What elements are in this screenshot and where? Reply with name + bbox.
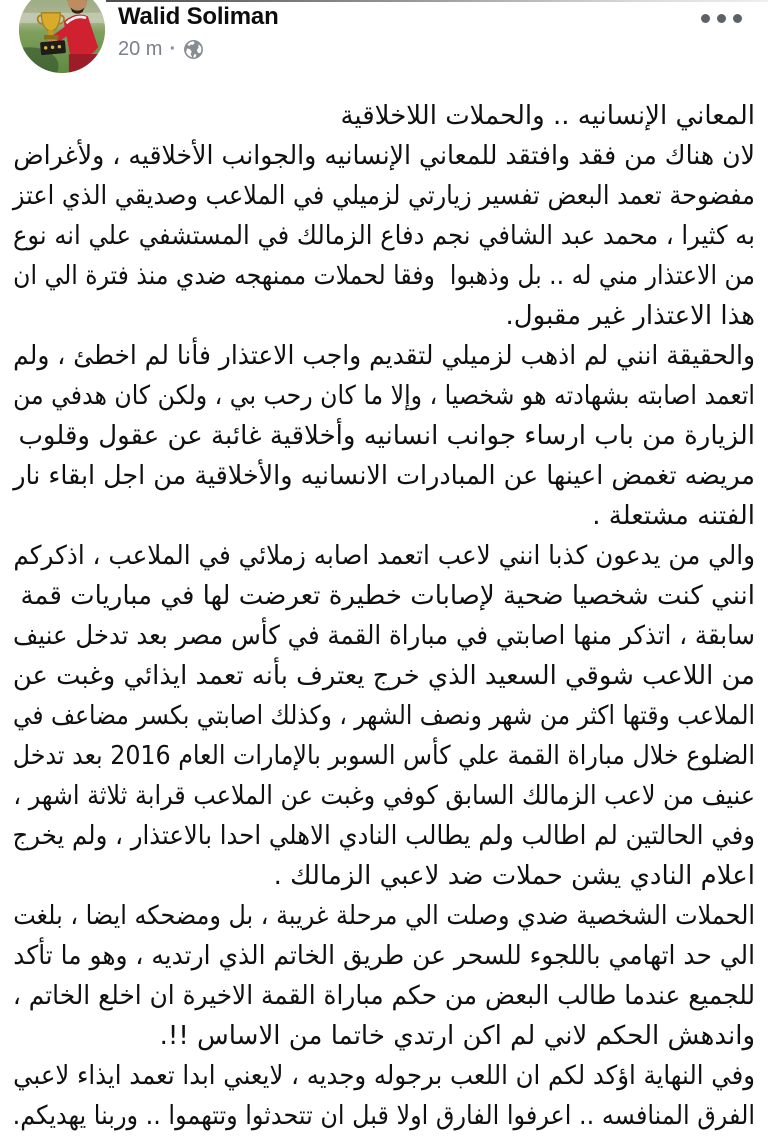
post-meta [118,38,768,60]
ellipsis-icon [733,14,742,23]
post-text-line: من اللاعب شوقي السعيد الذي خرج يعترف بأنه تعمد ايذائي وغبت عن [12,661,756,691]
post-text-line: الملاعب وقتها اكثر من شهر ونصف الشهر ، وكذلك اصابتي بكسر مضاعف في [12,701,755,731]
post-menu-button[interactable] [699,8,744,29]
author-name[interactable]: Walid Soliman [118,3,279,30]
post-text-line: واندهش الحكم لاني لم اكن ارتدي خاتما من الاساس !!. [159,1021,755,1051]
ellipsis-icon [717,14,726,23]
post-text-line: مريضه تغمض اعينها عن المبادرات الانسانيه والأخلاقية من اجل ابقاء نار [13,461,755,491]
ellipsis-icon [701,14,710,23]
post-text-line: اعلام النادي يشن حملات ضد لاعبي الزمالك . [273,861,755,891]
post-text-line: وفي النهاية اؤكد لكم ان اللعب برجوله وجديه ، لايعني ابدا تعمد ايذاء لاعبي [13,1061,756,1091]
post-text [0,96,768,1136]
post-text-line: الي حد اتهامي باللجوء للسحر عن طريق الخاتم الذي ارتديه ، وهو ما تأكد [13,941,756,971]
post-text-line: الفتنه مشتعلة . [592,501,755,531]
post-text-line: الحملات الشخصية ضدي وصلت الي مرحلة غريبة ، بل ومضحكه ايضا ، بلغت [13,901,755,931]
post-text-line: والحقيقة انني لم اذهب لزميلي لتقديم واجب الاعتذار فأنا لم اخطئ ، ولم [13,341,756,371]
post-text-line: الضلوع خلال مباراة القمة علي كأس السوبر بالإمارات العام 2016 بعد تدخل [12,741,756,771]
post-text-line: لان هناك من فقد وافتقد للمعاني الإنسانيه والجوانب الأخلاقيه ، ولأغراض [13,141,755,171]
meta-separator: · [169,38,177,60]
post-text-line: مفضوحة تعمد البعض تفسير زيارتي لزميلي في الملاعب وصديقي الذي اعتز [12,181,756,211]
post-text-line: سابقة ، اتذكر منها اصابتي في مباراة القمة في كأس مصر بعد تدخل عنيف [13,621,756,651]
post-header [0,0,768,88]
post-text-line: به كثيرا ، محمد عبد الشافي نجم دفاع الزمالك في المستشفي علي انه نوع [12,221,755,251]
post-text-line: هذا الاعتذار غير مقبول. [505,301,755,331]
post-text-line: من الاعتذار مني له .. بل وذهبوا وفقا لحملات ممنهجه ضدي منذ فترة الي ان [13,261,756,291]
globe-icon [183,39,204,60]
post-text-line: المعاني الإنسانيه .. والحملات اللاخلاقية [340,101,755,131]
avatar[interactable] [19,0,105,73]
post-text-line: عنيف من لاعب الزمالك السابق كوفي وغبت عن الملاعب قرابة ثلاثة اشهر ، [13,781,756,811]
post-text-line: وفي الحالتين لم اطالب ولم يطالب النادي الاهلي احدا بالاعتذار ، ولم يخرج [12,821,756,851]
post-text-line: والي من يدعون كذبا انني لاعب اتعمد اصابه زملائي في الملاعب ، اذكركم [13,541,756,571]
post-text-line: الفرق المنافسه .. اعرفوا الفارق اولا قبل ان تتحدثوا وتتهموا .. وربنا يهديكم. [12,1101,756,1131]
header-text [118,3,768,60]
post-text-line: للجميع عندما طالب البعض من حكم مباراة القمة الاخيرة ان اخلع الخاتم ، [12,981,755,1011]
timestamp[interactable]: 20 m [118,38,163,60]
avatar-photo [19,0,105,73]
post-text-line: انني كنت شخصيا ضحية لإصابات خطيرة تعرضت لها في مباريات قمة [20,581,755,611]
post-text-line: الزيارة من باب ارساء جوانب انسانيه وأخلاقية غائبة عن عقول وقلوب [18,421,755,451]
post-text-line: اتعمد اصابته بشهادته هو شخصيا ، وإلا ما كان رحب بي ، ولكن كان هدفي من [13,381,756,411]
